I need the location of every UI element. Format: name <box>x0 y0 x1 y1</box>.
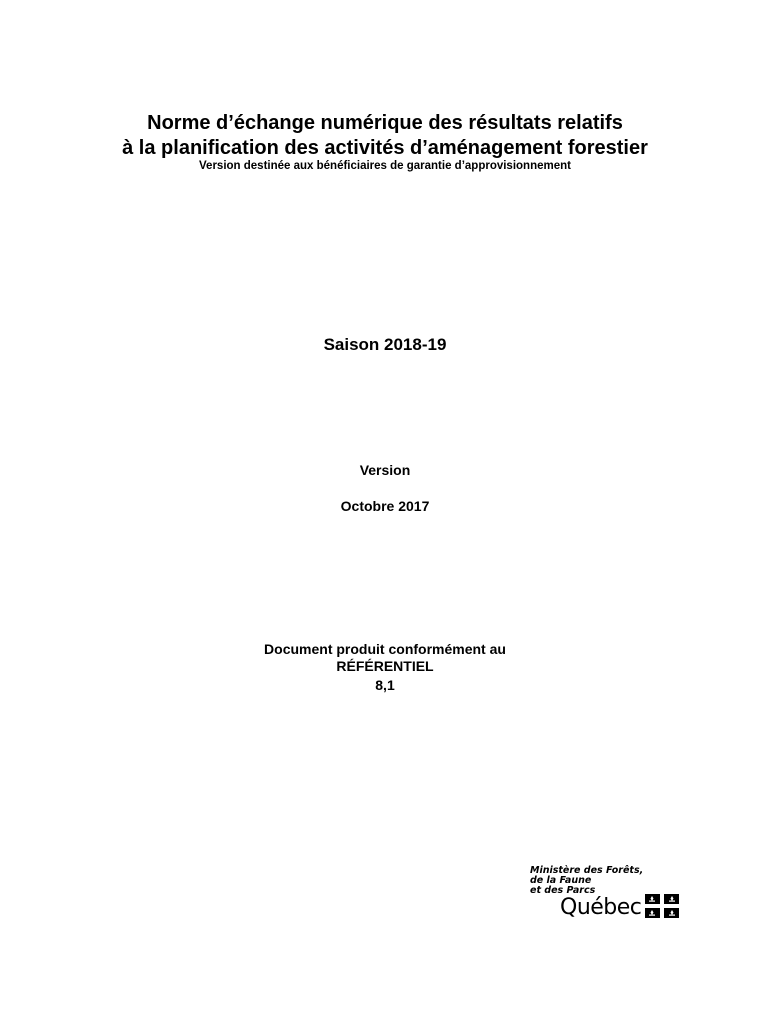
referential-version: 8,1 <box>375 677 395 693</box>
version-label: Version <box>359 462 411 478</box>
version-date: Octobre 2017 <box>340 498 430 514</box>
document-title-line-1: Norme d’échange numérique des résultats relatifs <box>147 112 623 134</box>
document-subtitle: Version destinée aux bénéficiaires de garantie d’approvisionnement <box>199 160 571 172</box>
season-label: Saison 2018-19 <box>323 335 447 354</box>
ministry-name: Ministère des Forêts, de la Faune et des Parcs <box>530 865 644 896</box>
referential-statement: Document produit conformément au <box>264 641 506 657</box>
ministry-logo <box>530 866 690 926</box>
document-title-line-2: à la planification des activités d’aménagement forestier <box>122 137 648 159</box>
quebec-flag-icon <box>645 894 679 918</box>
referential-name: RÉFÉRENTIEL <box>336 658 434 674</box>
quebec-wordmark: Québec <box>560 895 642 920</box>
